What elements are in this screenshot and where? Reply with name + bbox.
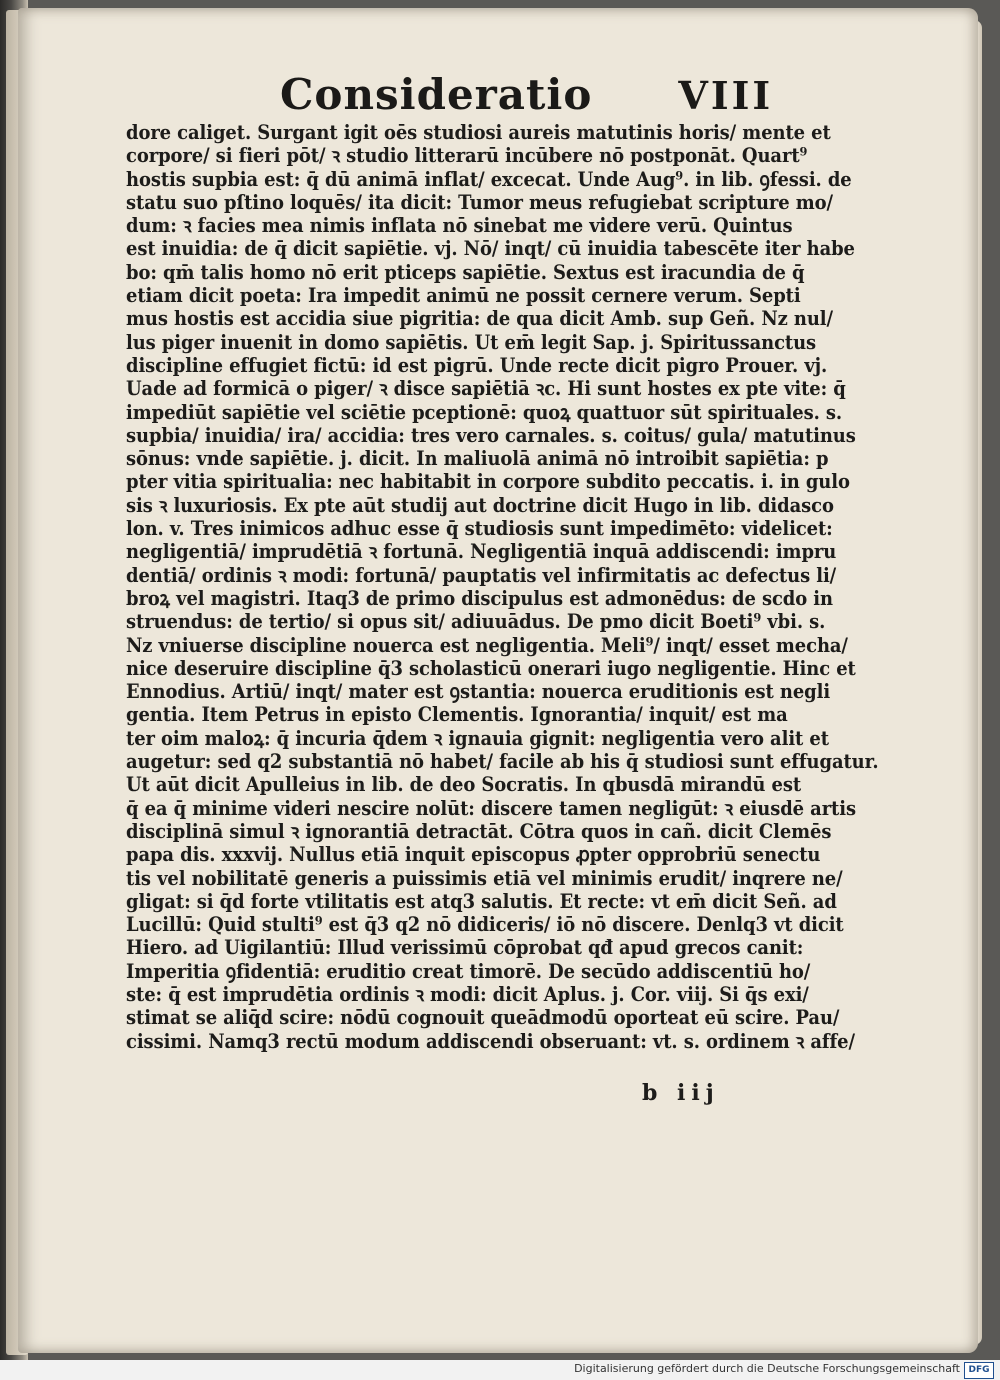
text-line: sis ꝛ luxuriosis. Ex pte aūt studij aut doctrine dicit Hugo in lib. didasco — [126, 493, 834, 517]
text-line: q̄ ea q̄ minime videri nescire nolūt: discere tamen negligūt: ꝛ eiusdē artis — [126, 796, 856, 820]
running-title: Consideratio — [280, 70, 593, 119]
text-line: struendus: de tertio/ si opus sit/ adiuuādus. De pmo dicit Boeti⁹ vbi. s. — [126, 610, 826, 634]
text-line: tis vel nobilitatē generis a puissimis etiā vel minimis erudit/ inqrere ne/ — [126, 866, 843, 890]
text-line: broꝝ vel magistri. Itaq3 de primo discipulus est admonēdus: de scdo in — [126, 586, 833, 610]
dfg-logo: DFG — [964, 1362, 994, 1379]
text-line: gentia. Item Petrus in episto Clementis. Ignorantia/ inquit/ est ma — [126, 703, 788, 727]
text-line: lus piger inuenit in domo sapiētis. Ut em̄ legit Sap. j. Spiritussanctus — [126, 330, 817, 354]
text-line: nice deseruire discipline q̄3 scholasticū onerari iugo negligentie. Hinc et — [126, 656, 856, 680]
text-line: supbia/ inuidia/ ira/ accidia: tres vero carnales. s. coitus/ gula/ matutinus — [126, 423, 856, 447]
text-line: augetur: sed q2 substantiā nō habet/ facile ab his q̄ studiosi sunt effugatur. — [126, 750, 879, 774]
text-line: Lucillū: Quid stulti⁹ est q̄3 q2 nō didiceris/ iō nō discere. Denlq3 vt dicit — [126, 913, 844, 937]
text-line: bo: qm̄ talis homo nō erit pticeps sapiētie. Sextus est iracundia de q̄ — [126, 260, 805, 284]
text-line: discipline effugiet fictū: id est pigrū. Unde recte dicit pigro Prouer. vj. — [126, 353, 828, 377]
text-line: pter vitia spiritualia: nec habitabit in corpore subdito peccatis. i. in gulo — [126, 470, 850, 494]
text-line: disciplinā simul ꝛ ignorantiā detractāt. Cōtra quos in cañ. dicit Clemēs — [126, 819, 832, 843]
text-line: statu suo pſtino loquēs/ ita dicit: Tumor meus refugiebat scripture mo/ — [126, 190, 833, 214]
text-line: Imperitia ꝯfidentiā: eruditio creat timorē. De secūdo addiscentiū ho/ — [126, 959, 811, 983]
text-line: Ennodius. Artiū/ inqt/ mater est ꝯstantia: nouerca eruditionis est negli — [126, 680, 831, 704]
text-line: sōnus: vnde sapiētie. j. dicit. In maliuolā animā nō introibit sapiētia: p — [126, 447, 829, 471]
signature-mark: b iij — [642, 1080, 720, 1106]
text-block — [126, 121, 879, 1053]
text-line: mus hostis est accidia siue pigritia: de qua dicit Amb. sup Geñ. Nz nul/ — [126, 307, 833, 331]
running-numeral: VIII — [678, 73, 774, 118]
text-line: Nz vniuerse discipline nouerca est negligentia. Meli⁹/ inqt/ esset mecha/ — [126, 633, 848, 657]
text-line: hostis supbia est: q̄ dū animā inflat/ excecat. Unde Aug⁹. in lib. ꝯfessi. de — [126, 167, 852, 191]
text-line: corpore/ si fieri pōt/ ꝛ studio litterarū incūbere nō postponāt. Quart⁹ — [126, 144, 808, 168]
text-line: Uade ad formicā o piger/ ꝛ disce sapiētiā ꝛc. Hi sunt hostes ex pte vite: q̄ — [126, 377, 846, 401]
text-line: stimat se aliq̄d scire: nōdū cognouit queādmodū oporteat eū scire. Pau/ — [126, 1006, 840, 1030]
text-line: ste: q̄ est imprudētia ordinis ꝛ modi: dicit Aplus. j. Cor. viij. Si q̄s exi/ — [126, 982, 809, 1006]
text-line: dum: ꝛ facies mea nimis inflata nō sinebat me videre verū. Quintus — [126, 214, 793, 238]
text-line: Hiero. ad Uigilantiū: Illud verissimū cōprobat qđ apud grecos canit: — [126, 936, 804, 960]
text-line: gligat: si q̄d forte vtilitatis est atq3 salutis. Et recte: vt em̄ dicit Señ. ad — [126, 889, 837, 913]
text-line: dore caliget. Surgant igit oēs studiosi aureis matutinis horis/ mente et — [126, 121, 831, 144]
text-line: impediūt sapiētie vel sciētie pceptionē: quoꝝ quattuor sūt spirituales. s. — [126, 400, 843, 424]
text-line: negligentiā/ imprudētiā ꝛ fortunā. Negligentiā inquā addiscendi: impru — [126, 540, 837, 564]
text-line: est inuidia: de q̄ dicit sapiētie. vj. Nō/ inqt/ cū inuidia tabescēte iter habe — [126, 237, 855, 261]
text-line: dentiā/ ordinis ꝛ modi: fortunā/ pauptatis vel infirmitatis ac defectus li/ — [126, 563, 837, 587]
text-line: etiam dicit poeta: Ira impedit animū ne possit cernere verum. Septi — [126, 284, 801, 308]
text-line: lon. v. Tres inimicos adhuc esse q̄ studiosis sunt impedimēto: videlicet: — [126, 517, 833, 541]
footer-credit: Digitalisierung gefördert durch die Deutsche Forschungsgemeinschaft — [574, 1362, 960, 1375]
text-line: ter oim maloꝝ: q̄ incuria q̄dem ꝛ ignauia gignit: negligentia vero alit et — [126, 726, 829, 750]
text-line: Ut aūt dicit Apulleius in lib. de deo Socratis. In qbusdā mirandū est — [126, 773, 802, 797]
text-line: papa dis. xxxvij. Nullus etiā inquit episcopus ꝓpter opprobriū senectu — [126, 843, 821, 867]
text-line: cissimi. Namq3 rectū modum addiscendi obseruant: vt. s. ordinem ꝛ affe/ — [126, 1029, 855, 1053]
